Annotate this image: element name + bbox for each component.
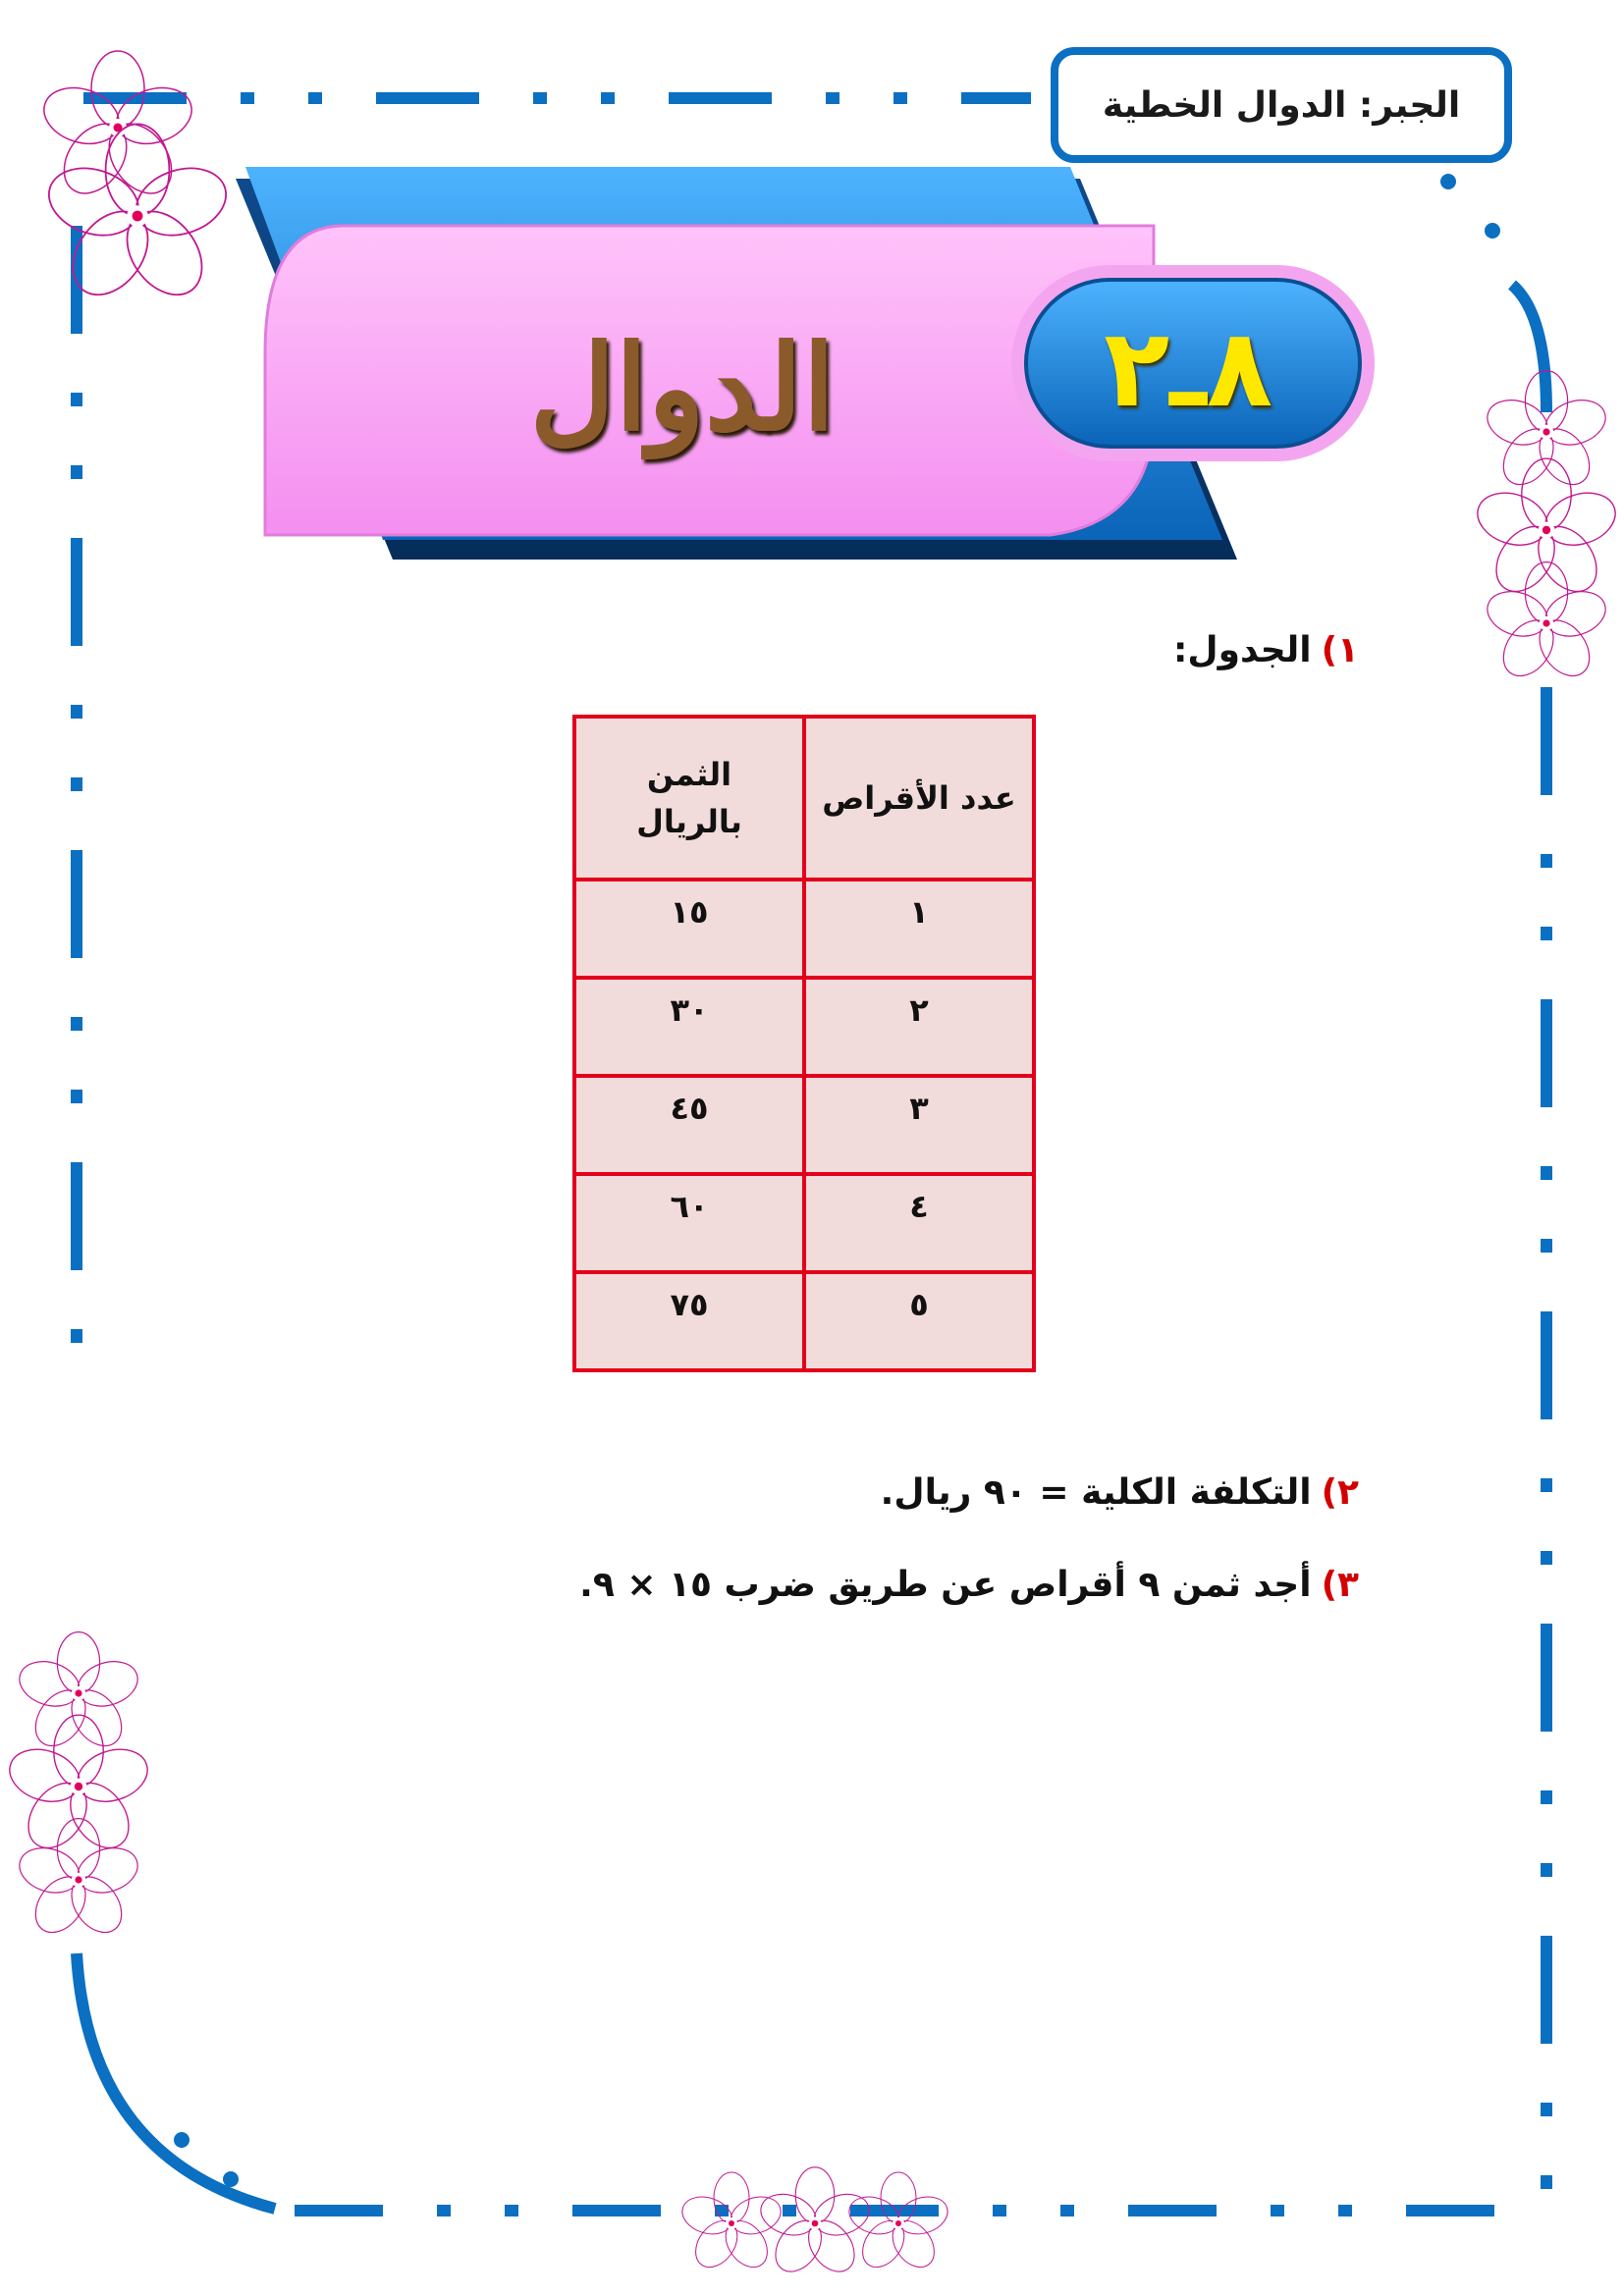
table-cell-price: ٦٠ xyxy=(574,1174,804,1272)
lesson-number: ٨ـ٢ xyxy=(1104,305,1272,431)
question-3 xyxy=(579,1565,1359,1605)
question-2 xyxy=(881,1472,1359,1513)
flower-bottom-icon xyxy=(668,2160,962,2287)
price-table xyxy=(572,715,1036,1372)
table-header-row xyxy=(574,717,1034,880)
table-cell-tablets: ٥ xyxy=(804,1272,1034,1370)
table-cell-price: ٧٥ xyxy=(574,1272,804,1370)
table-cell-tablets: ٣ xyxy=(804,1076,1034,1174)
question-3-number: ٣) xyxy=(1321,1565,1359,1605)
question-2-text: التكلفة الكلية = ٩٠ ريال. xyxy=(880,1472,1312,1513)
table-cell-price: ٤٥ xyxy=(574,1076,804,1174)
table-row xyxy=(574,1076,1034,1174)
header-label: الجبر: الدوال الخطية xyxy=(1102,84,1461,126)
flower-right-icon xyxy=(1463,363,1624,687)
table-cell-tablets: ٤ xyxy=(804,1174,1034,1272)
header-label-box xyxy=(1051,47,1512,163)
table-header-price: الثمن بالريال xyxy=(574,717,804,880)
question-3-text: أجد ثمن ٩ أقراص عن طريق ضرب ١٥ × ٩. xyxy=(579,1565,1312,1605)
table-row xyxy=(574,978,1034,1076)
table-row xyxy=(574,1174,1034,1272)
flower-left-icon xyxy=(0,1629,157,1944)
table-row xyxy=(574,880,1034,978)
question-1 xyxy=(1173,630,1359,670)
table-cell-price: ٣٠ xyxy=(574,978,804,1076)
question-1-text: الجدول: xyxy=(1172,630,1312,670)
question-2-number: ٢) xyxy=(1321,1472,1359,1513)
table-cell-price: ١٥ xyxy=(574,880,804,978)
table-row xyxy=(574,1272,1034,1370)
lesson-title: الدوال xyxy=(529,318,836,457)
table-cell-tablets: ١ xyxy=(804,880,1034,978)
flower-top-left-icon xyxy=(10,29,245,344)
table-cell-tablets: ٢ xyxy=(804,978,1034,1076)
question-1-number: ١) xyxy=(1321,630,1359,670)
table-header-tablets: عدد الأقراص xyxy=(804,717,1034,880)
